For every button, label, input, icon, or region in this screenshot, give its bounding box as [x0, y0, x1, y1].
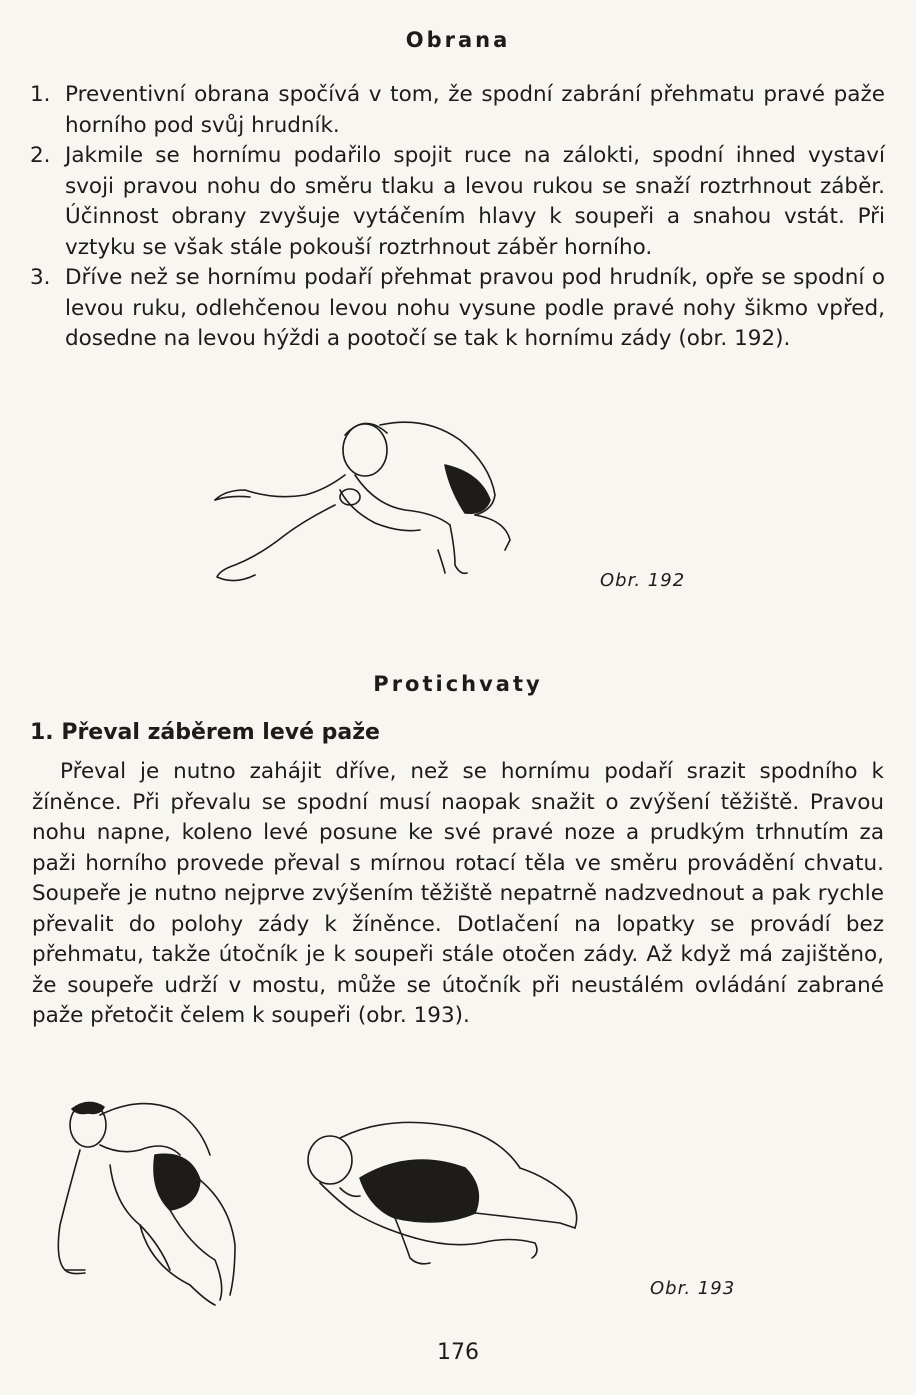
body-paragraph: Převal je nutno zahájit dříve, než se hornímu podaří srazit spodního k žíněnce. Při převalu se spodní musí naopak snažit o zvýšení těžiště. Pravou nohu napne, koleno levé posune ke své pravé noze a prudkým trhnutím za paži horního provede převal s mírnou rotací těla ve směru provádění chvatu. Soupeře je nutno nejprve zvýšením těžiště nepatrně nadzvednout a pak rychle převalit do polohy zády k žíněnce. Dotlačení na lopatky se provádí bez přehmatu, takže útočník je k soupeři stále otočen zády. Až když má zajištěno, že soupeře udrží v mostu, může se útočník při neustálém ovládání zabrané paže přetočit čelem k soupeři (obr. 193).	[32, 759, 884, 1028]
figure-193-illustration-right	[300, 1118, 600, 1268]
list-number: 2.	[30, 143, 51, 168]
defense-list	[30, 80, 885, 355]
list-item	[30, 263, 885, 355]
figure-193-illustration-left	[40, 1095, 240, 1310]
list-item	[30, 80, 885, 141]
page-number: 176	[437, 1340, 479, 1365]
list-number: 1.	[30, 82, 51, 107]
section-heading-obrana: Obrana	[405, 28, 511, 52]
subsection-title: 1. Převal záběrem levé paže	[30, 720, 380, 745]
list-text: Dříve než se hornímu podaří přehmat pravou pod hrudník, opře se spodní o levou ruku, odlehčenou levou nohu vysune podle pravé nohy šikmo vpřed, dosedne na levou hýždi a pootočí se tak k hornímu zády (obr. 192).	[65, 265, 885, 351]
list-text: Preventivní obrana spočívá v tom, že spodní zabrání přehmatu pravé paže horního pod svůj hrudník.	[65, 82, 885, 138]
section-heading-protichvaty: Protichvaty	[373, 672, 543, 696]
figure-192-illustration	[205, 395, 525, 595]
list-number: 3.	[30, 265, 51, 290]
figure-192-caption: Obr. 192	[600, 570, 686, 591]
list-text: Jakmile se hornímu podařilo spojit ruce na zálokti, spodní ihned vystaví svoji pravou nohu do směru tlaku a levou rukou se snaží roztrhnout záběr. Účinnost obrany zvyšuje vytáčením hlavy k soupeři a snahou vstát. Při vztyku se však stále pokouší roztrhnout záběr horního.	[65, 143, 885, 260]
figure-193-caption: Obr. 193	[650, 1278, 736, 1299]
list-item	[30, 141, 885, 263]
